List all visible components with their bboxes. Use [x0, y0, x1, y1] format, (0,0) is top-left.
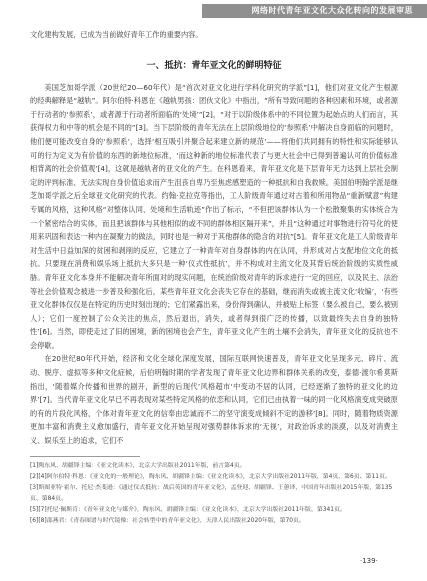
- page-number: ·139·: [360, 557, 378, 565]
- section-title: 一、抵抗：青年亚文化的鲜明特征: [146, 60, 282, 71]
- footnote-5: [6][8]邵燕君：《青春图谱与时代镜像：社会转型中的青年亚文化》，天津人民出版社2020年版，第70页。: [30, 517, 305, 524]
- paragraph-2: 在20世纪80年代开始，经济和文化全球化深度发展，国际互联网快速普及，青年亚文化呈现多元、碎片、流动、脱序、虚拟等多种文化症候，后伯明翰时期的学者发现了青年亚文化边界和群体关系的改变，泰德·渡尔希莫斯指出，‘随着媒介传播和世界的剧开，新型的后现代’风格超市‘中变动不居的认同，已经逐渐了独特的亚文化的边界’[7]。当代青年亚文化早已不再表现对某些特定风格的依恋和认同，它们已由执着一味的同一化风格演变成突破原的有的片段化风格，个体对青年亚文化的信奉由忠诚而不二的坚守演变成倾斜不定的游移’[8]。同时，随着物质资源更加丰富和消费主义愈加盛行，青年亚文化开始呈现对强势群体诉求的‘无视’，对政治诉求的淡漠，以及对消费主义、娱乐至上的追求，它们不: [30, 354, 398, 446]
- running-header: [0, 0, 427, 20]
- footnote-2: [2][4]阿尔伯特·科恩：《亚文化的一般理论》，陶东风、胡疆锋主编：《亚文化读本》，北京大学出版社2011年版，第4页、第6页、第11页。: [30, 473, 391, 480]
- paragraph-1: 美国芝加哥学派（20世纪20—60年代）是“首次对亚文化进行学科化研究的学派”[1]，他们对亚文化产生根源的经典解释是“越轨”。阿尔伯特·科恩在《越轨男孩：团伙文化》中指出，“所有导致问题的各种因素和环境，或者源于行动者的‘参照系’，或者源于行动者所面临的‘处境’”[2]，“对于以阶级体系中的不同位置为起始点的人们而言，其获得权力和中等的机会是不同的”[3]。当下层阶级的青年无法在上层阶级地位的‘参照系’中解决自身面临的问题时，他们便可能改变自身的‘参照系’，选择‘相互吸引并聚合起来建立新的规范’——将他们共同拥有的特性和实际能够认可的行为定义为有价值的东西的新地位标准，‘而这种新的地位标准代表了与更大社会中已得到普遍认可的价值标准相背离的社会价值观’[4]，这就是越轨者的亚文化的产生。在科恩看来，青年亚文化是下层青年无力达到上层社会制定的评判标准、无法实现自身价值追求而产生沮丧自卑乃至焦虑感塑造的一种抵抗和自我救赎。美国伯明翰学派是继芝加哥学派之后全球亚文化研究的代表。约翰·克拉克等指出，工人阶级青年通过对古着和所用物品“重新赋意”构建专属的风格，这种风格“对整体认同、处境和生活轨迹”作出了标示，“不但把该群体认为一个松散聚集的实体统合为一个紧密结合的实体，而且把该群体与其他相似的或不同的群体相区隔开来”，并且“这种通过对事物进行符号化的使用来巩固和表达一种内在凝聚力的做法，同时也是一种对于其他群体的隐含的对抗”[5]。青年亚文化是工人阶级青年对生活中日益加深的贫困和剥削的反应，它建立了一种青年对自身群体的内在认同，并形成对占支配地位文化的抵抗。只要现在消费和娱乐场上抵抗大多只是一种‘仪式性抵抗’，并不构成对主流文化及其背后统治阶级的实质性威胁。青年亚文化本身并不能解决青年所面对的现实问题，在统治阶级对青年的诉求进行一定的回应，以及民主、法治等社会价值观念被进一步普及和强化后，某些青年亚文化会丧失它存在的基础，继而消失或被主流文化‘收编’，‘有些亚文化群体仅仅是在特定的历史时刻出现的；它们紧露出来，身份得到确认，并被贴上标签（要么被自己，要么被别人）；它们一度控制了公众关注的焦点，然后退出，消失，或者得到很广泛的传播，以致最终失去自身的独特性’[6]。当然，即使走过了旧的困境，新的困境也会产生，青年亚文化产生的土壤不会消失，青年亚文化的反抗也不会停歇。: [30, 82, 398, 350]
- footnote-3: [3]斯图亚特·霍尔、托尼·杰斐逊：《通过仪式抵抗：战后英国的青年亚文化》，孟登迎、胡疆锋、王蕙译，中国青年出版社2015年版，第135页、第84页。: [30, 484, 393, 502]
- article-body: [30, 28, 398, 527]
- section-heading: [30, 58, 398, 71]
- footnote-1: [1]陶东风、胡疆锋主编：《亚文化读本》，北京大学出版社2011年版，前言第4页。: [30, 462, 246, 469]
- footnote-divider: [30, 456, 140, 457]
- footnote-4: [5][7]托尼·佩斯肯：《青年亚文化与媒介》，陶东风、胡疆锋主编：《亚文化读本》，北京大学出版社2011年版，第341页。: [30, 506, 346, 513]
- header-title: 网络时代青年亚文化大众化转向的发展审思: [251, 6, 413, 15]
- intro-line: 文化建构发展，已成为当前做好青年工作的重要内容。: [30, 30, 203, 39]
